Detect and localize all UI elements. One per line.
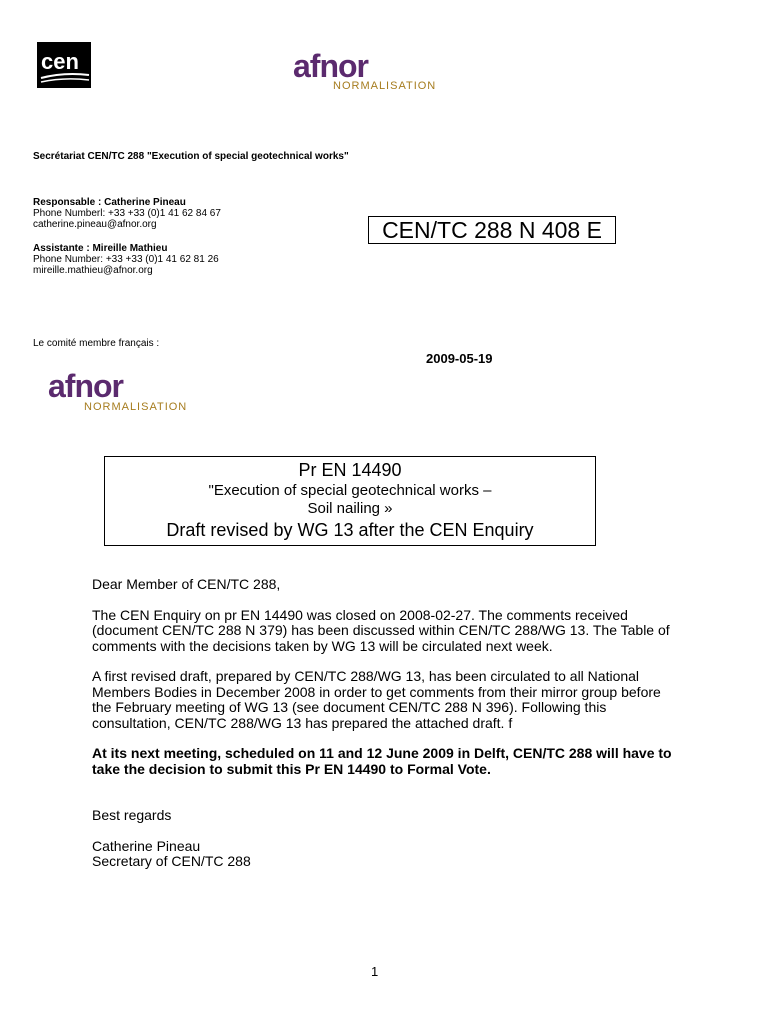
cen-logo <box>37 42 91 88</box>
closing: Best regards <box>92 807 172 823</box>
assistante-title: Assistante : Mireille Mathieu <box>33 243 168 254</box>
assistante-phone: Phone Number: +33 +33 (0)1 41 62 81 26 <box>33 254 219 265</box>
cen-logo-text: cen <box>41 49 79 74</box>
responsable-phone: Phone Numberl: +33 +33 (0)1 41 62 84 67 <box>33 208 221 219</box>
signature-title: Secretary of CEN/TC 288 <box>92 853 251 869</box>
afnor-logo-word: afnor <box>48 368 123 404</box>
paragraph-3: At its next meeting, scheduled on 11 and 12 June 2009 in Delft, CEN/TC 288 will have to take the decision to submit this Pr EN 14490 to Formal Vote. <box>92 745 672 777</box>
page-number: 1 <box>371 964 379 979</box>
contact-responsable <box>33 197 221 230</box>
paragraph-1: The CEN Enquiry on pr EN 14490 was closed on 2008-02-27. The comments received (document CEN/TC 288 N 379) has been discussed within CEN/TC 288/WG 13. The Table of comments with the decisions taken by WG 13 will be circulated next week. <box>92 606 670 654</box>
document-reference: CEN/TC 288 N 408 E <box>368 216 616 244</box>
letter-body <box>92 577 682 870</box>
signature-name: Catherine Pineau <box>92 837 201 854</box>
cen-logo-icon <box>37 42 91 88</box>
title-draft: Draft revised by WG 13 after the CEN Enquiry <box>166 520 534 540</box>
title-subject: "Execution of special geotechnical works – <box>208 482 492 499</box>
title-standard: Pr EN 14490 <box>298 460 402 480</box>
afnor-logo-sub: NORMALISATION <box>333 80 437 92</box>
assistante-email[interactable]: mireille.mathieu@afnor.org <box>33 265 153 276</box>
afnor-header-logo <box>293 50 436 92</box>
document-date: 2009-05-19 <box>426 351 493 366</box>
afnor-member-logo <box>48 370 187 413</box>
paragraph-2: A first revised draft, prepared by CEN/TC 288/WG 13, has been circulated to all National Members Bodies in December 2008 in order to get comments from their mirror group before the February meeting of WG 13 (see document CEN/TC 288 N 396). Following this consultation, CEN/TC 288/WG 13 has prepared the attached draft. f <box>92 668 661 731</box>
salutation: Dear Member of CEN/TC 288, <box>92 576 281 592</box>
afnor-logo-sub: NORMALISATION <box>84 401 188 413</box>
title-box <box>104 456 596 546</box>
responsable-title: Responsable : Catherine Pineau <box>33 197 186 208</box>
secretariat-line: Secrétariat CEN/TC 288 "Execution of special geotechnical works" <box>33 151 349 162</box>
member-label: Le comité membre français : <box>33 338 160 349</box>
contact-assistante <box>33 243 219 276</box>
title-subject-2: Soil nailing » <box>307 500 393 517</box>
afnor-logo-word: afnor <box>293 48 368 84</box>
responsable-email[interactable]: catherine.pineau@afnor.org <box>33 219 157 230</box>
